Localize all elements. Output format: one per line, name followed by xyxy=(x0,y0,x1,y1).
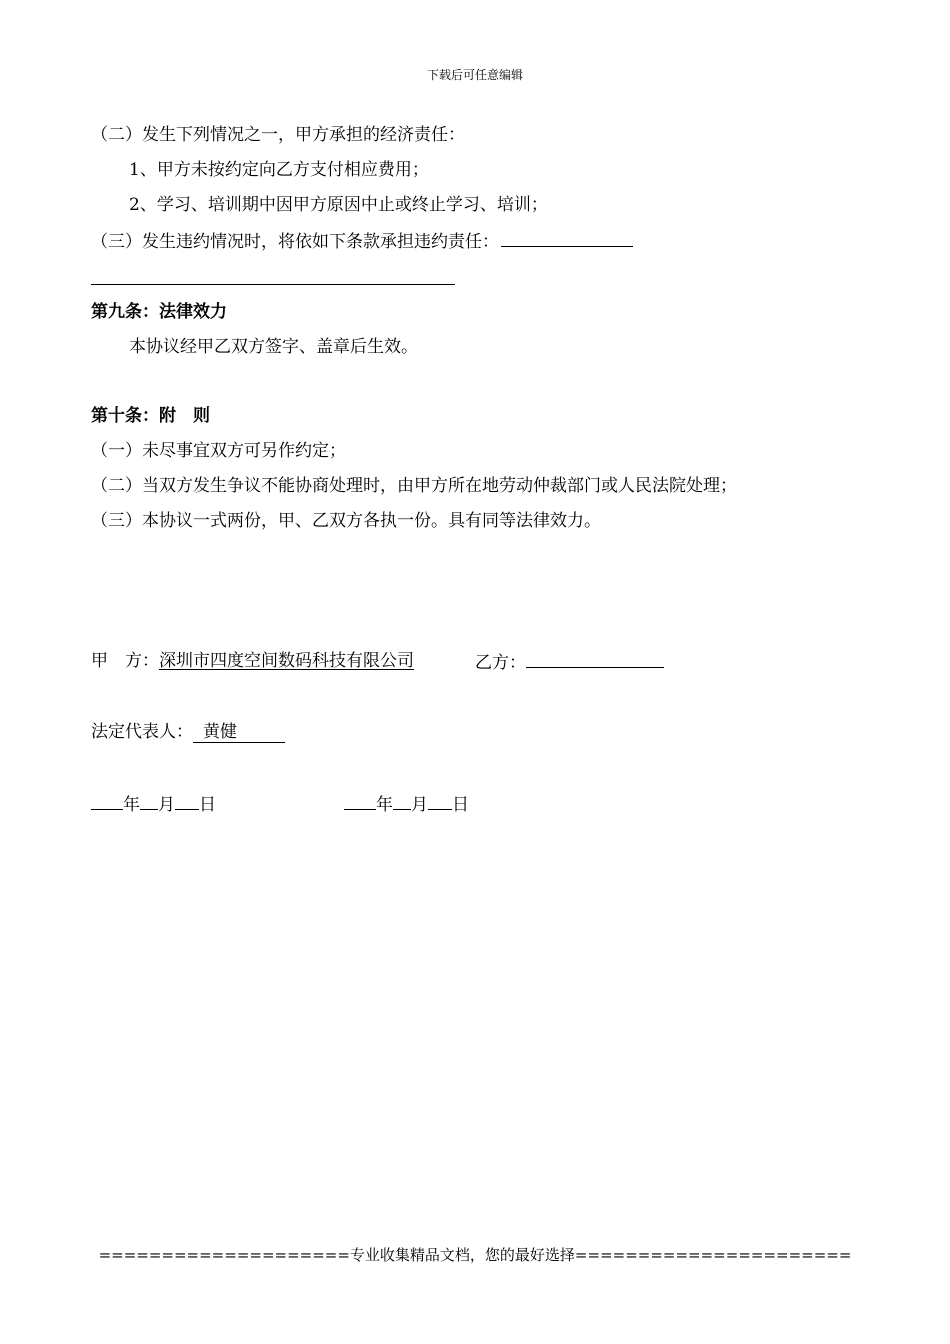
party-b-label: 乙方： xyxy=(475,653,526,673)
date-year-label: 年 xyxy=(123,795,140,815)
penalty-blank-line-2[interactable] xyxy=(91,284,455,285)
article-9-title: 第九条：法律效力 xyxy=(91,302,227,322)
date-month-label: 月 xyxy=(158,795,175,815)
clause-8-2-item-2: 2、学习、培训期中因甲方原因中止或终止学习、培训； xyxy=(129,195,548,215)
clause-8-3-text: （三）发生违约情况时，将依如下条款承担违约责任： xyxy=(91,232,499,252)
date-year-blank[interactable] xyxy=(344,792,376,810)
date-month-blank[interactable] xyxy=(140,792,158,810)
article-10-item-2: （二）当双方发生争议不能协商处理时，由甲方所在地劳动仲裁部门或人民法院处理； xyxy=(91,476,737,496)
date-year-blank[interactable] xyxy=(91,792,123,810)
article-9-body: 本协议经甲乙双方签字、盖章后生效。 xyxy=(129,337,418,357)
legal-rep-line xyxy=(91,721,285,743)
party-b-signature-blank[interactable] xyxy=(526,650,664,668)
penalty-blank-line-1[interactable] xyxy=(501,229,633,247)
legal-rep-name: 黄健 xyxy=(193,723,285,743)
clause-8-3 xyxy=(91,229,633,253)
party-a-label: 甲 方： xyxy=(91,651,159,671)
party-a-line xyxy=(91,650,414,672)
date-month-label: 月 xyxy=(411,795,428,815)
date-day-label: 日 xyxy=(452,795,469,815)
date-year-label: 年 xyxy=(376,795,393,815)
date-month-blank[interactable] xyxy=(393,792,411,810)
party-a-date xyxy=(91,792,216,816)
clause-8-2-item-1: 1、甲方未按约定向乙方支付相应费用； xyxy=(129,160,429,180)
date-day-label: 日 xyxy=(199,795,216,815)
article-10-item-1: （一）未尽事宜双方可另作约定； xyxy=(91,441,346,461)
party-b-date xyxy=(344,792,469,816)
date-day-blank[interactable] xyxy=(428,792,452,810)
article-10-title: 第十条：附 则 xyxy=(91,406,210,426)
article-10-item-3: （三）本协议一式两份，甲、乙双方各执一份。具有同等法律效力。 xyxy=(91,511,601,531)
page-header: 下载后可任意编辑 xyxy=(426,68,523,82)
date-day-blank[interactable] xyxy=(175,792,199,810)
clause-8-2: （二）发生下列情况之一，甲方承担的经济责任： xyxy=(91,125,465,145)
page-footer: ====================专业收集精品文档，您的最好选择====================== xyxy=(98,1246,852,1264)
party-b-line xyxy=(475,650,664,674)
legal-rep-label: 法定代表人： xyxy=(91,722,193,742)
party-a-name: 深圳市四度空间数码科技有限公司 xyxy=(159,651,414,671)
